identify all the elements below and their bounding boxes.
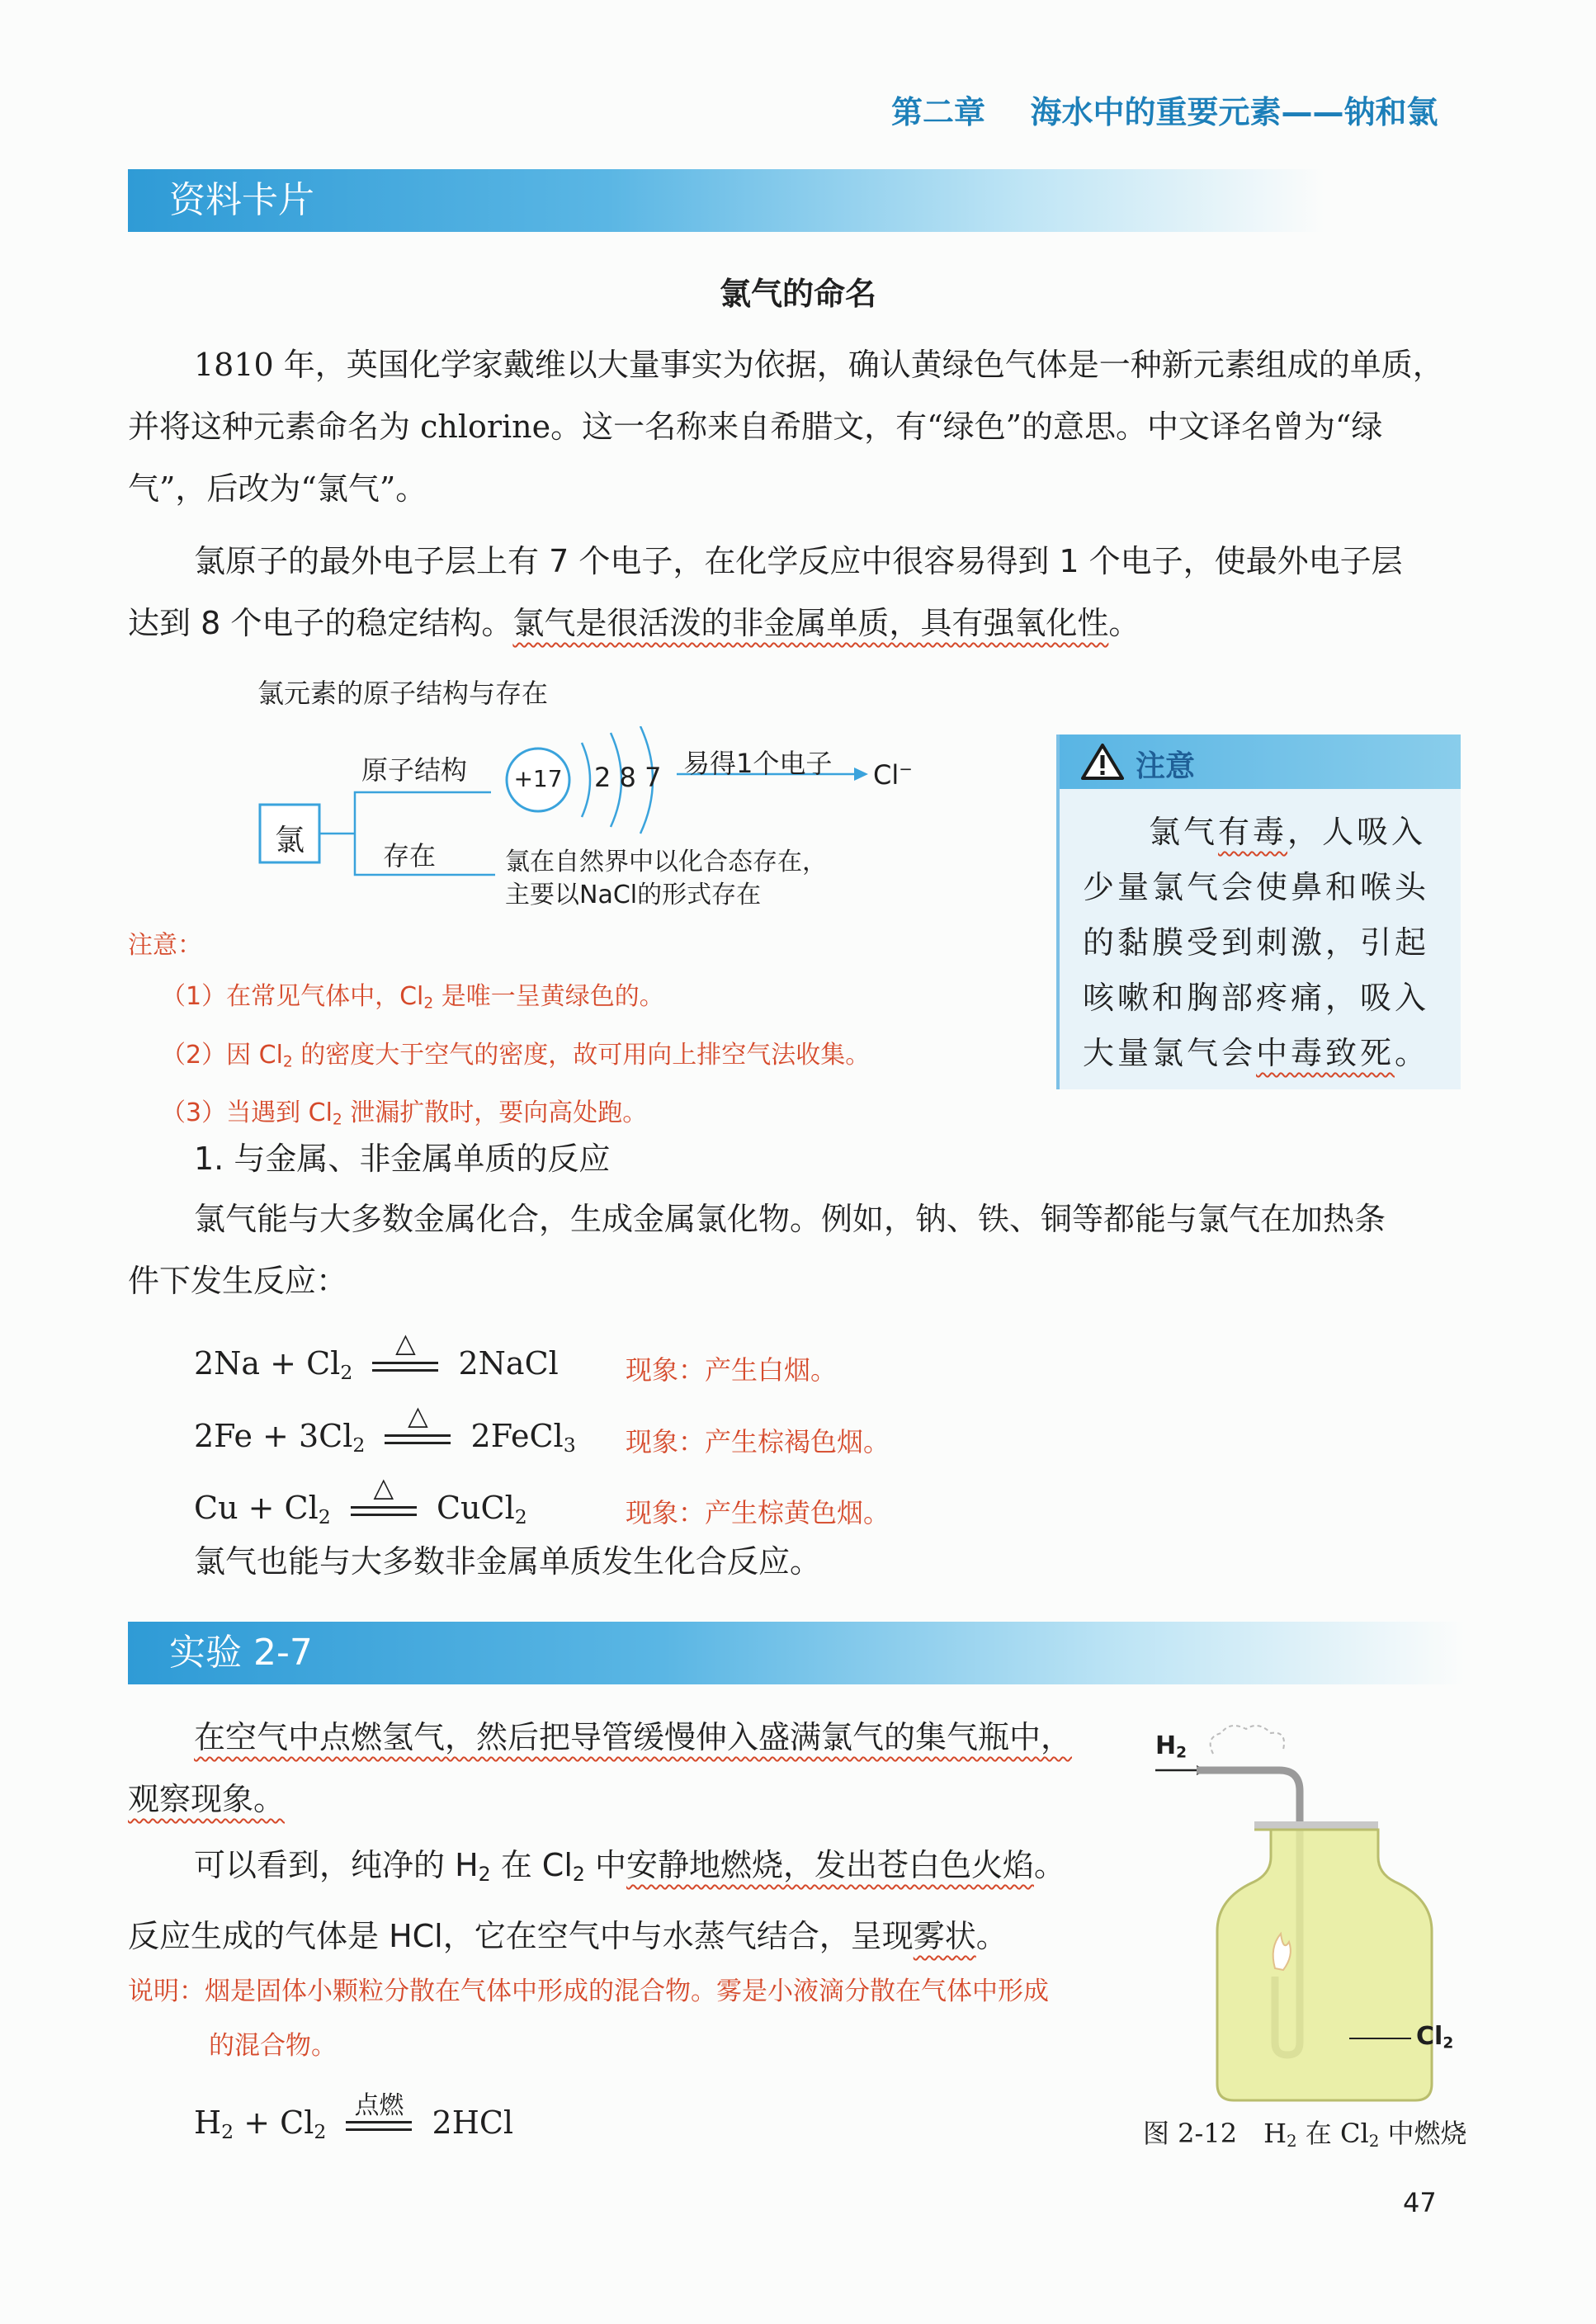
gas-jar-figure <box>1147 1721 1461 2117</box>
branch-structure-label: 原子结构 <box>361 754 468 786</box>
info-card-label: 资料卡片 <box>169 179 314 221</box>
body-paragraph-1 <box>128 531 1465 654</box>
notes-block <box>128 920 870 1146</box>
nonmetal-line: 氯气也能与大多数非金属单质发生化合反应。 <box>194 1543 822 1580</box>
heat-condition: △ <box>385 1431 451 1448</box>
info-line-1: 1810 年，英国化学家戴维以大量事实为依据，确认黄绿色气体是一种新元素组成的单质， <box>194 347 1444 383</box>
chapter-title: 海水中的重要元素——钠和氯 <box>1030 94 1438 130</box>
caution-box <box>1056 735 1461 1089</box>
smoke-wisps <box>1211 1726 1284 1754</box>
note-1: （1）在常见气体中，$Cl_2$ 是唯一呈黄绿色的。 <box>161 982 664 1013</box>
heat-condition: △ <box>372 1358 438 1375</box>
section1-paragraph: 氯气能与大多数金属化合，生成金属氯化物。例如，钠、铁、铜等都能与氯气在加热条 件下发生反应： <box>128 1201 1386 1299</box>
caution-text: 氯气有毒，人吸入 少量氯气会使鼻和喉头 的黏膜受到刺激，引起 咳嗽和胸部疼痛，吸入 大量氯气会中毒致死。 <box>1083 814 1430 1071</box>
equation-2: $2Fe + 3Cl_2$ △ 2FeCl$_3$ <box>194 1399 576 1457</box>
branch-existence-label: 存在 <box>383 840 437 872</box>
caution-header <box>1060 735 1461 789</box>
chloride-ion: Cl− <box>873 759 913 791</box>
experiment-label: 实验 2-7 <box>169 1632 313 1674</box>
info-card-band <box>128 169 1324 232</box>
key-point-underlined: 氯气是很活泼的非金属单质，具有强氧化性 <box>512 605 1109 641</box>
arrow-head <box>854 768 868 781</box>
phenomenon-2: 现象：产生棕褐色烟。 <box>626 1426 890 1457</box>
info-card-paragraph <box>128 334 1465 520</box>
phenomenon-3: 现象：产生棕黄色烟。 <box>626 1497 890 1528</box>
hydrogen-chlorine-equation: $H_2 + Cl_2$ 点燃 2HCl <box>194 2090 514 2143</box>
info-line-3: 气”，后改为“氯气”。 <box>128 470 427 507</box>
equation-3: $Cu + Cl_2$ △ CuCl$_2$ <box>194 1471 527 1528</box>
experiment-observation: 可以看到，纯净的 $H_2$ 在 $Cl_2$ 中安静地燃烧，发出苍白色火焰。 反应生成的气体是 HCl，它在空气中与水蒸气结合，呈现雾状。 <box>128 1847 1065 1954</box>
warning-icon <box>1081 743 1124 781</box>
page-number: 47 <box>1403 2187 1437 2218</box>
experiment-instructions: 在空气中点燃氢气，然后把导管缓慢伸入盛满氯气的集气瓶中， 观察现象。 <box>128 1719 1073 1817</box>
info-line-2: 并将这种元素命名为 chlorine。这一名称来自希腊文，有“绿色”的意思。中文译名曾为“绿 <box>128 409 1383 445</box>
caution-title: 注意 <box>1136 749 1196 783</box>
chapter-header <box>891 87 1438 132</box>
figure-caption: 图 2-12 $H_2$ 在 $Cl_2$ 中燃烧 <box>1143 2118 1467 2151</box>
nucleus-charge: +17 <box>513 765 563 792</box>
section-heading: 1. 与金属、非金属单质的反应 <box>194 1141 611 1177</box>
experiment-band <box>128 1622 1465 1684</box>
electron-shells: 2 8 7 <box>594 762 662 793</box>
equation-1: $2Na + Cl_2$ △ 2NaCl <box>194 1326 559 1384</box>
phenomenon-1: 现象：产生白烟。 <box>626 1354 838 1386</box>
info-card-title: 氯气的命名 <box>719 276 876 312</box>
chapter-number: 第二章 <box>891 94 986 130</box>
ignition-condition: 点燃 <box>346 2118 412 2134</box>
explanation-note: 说明：烟是固体小颗粒分散在气体中形成的混合物。雾是小液滴分散在气体中形成 的混合物。 <box>128 1977 1049 2061</box>
note-3: （3）当遇到 $Cl_2$ 泄漏扩散时，要向高处跑。 <box>161 1098 648 1129</box>
existence-description: 氯在自然界中以化合态存在， 主要以NaCl的形式存在 <box>505 848 827 909</box>
gain-electron-label: 易得1个电子 <box>683 748 833 779</box>
body1-line-1: 氯原子的最外电子层上有 7 个电子，在化学反应中很容易得到 1 个电子，使最外电子层 <box>194 543 1403 579</box>
element-symbol: 氯 <box>274 824 305 857</box>
body1-line-2: 达到 8 个电子的稳定结构。氯气是很活泼的非金属单质，具有强氧化性。 <box>128 605 1140 641</box>
shell-arc-1 <box>582 743 590 817</box>
cl2-label: $Cl_2$ <box>1416 2022 1454 2052</box>
diagram-caption: 氯元素的原子结构与存在 <box>257 678 549 709</box>
note-2: （2）因 $Cl_2$ 的密度大于空气的密度，故可用向上排空气法收集。 <box>161 1040 871 1071</box>
h2-label: $H_2$ <box>1155 1731 1188 1762</box>
gas-jar <box>1217 1830 1432 2100</box>
heat-condition: △ <box>351 1503 417 1519</box>
notes-title: 注意： <box>128 931 202 960</box>
